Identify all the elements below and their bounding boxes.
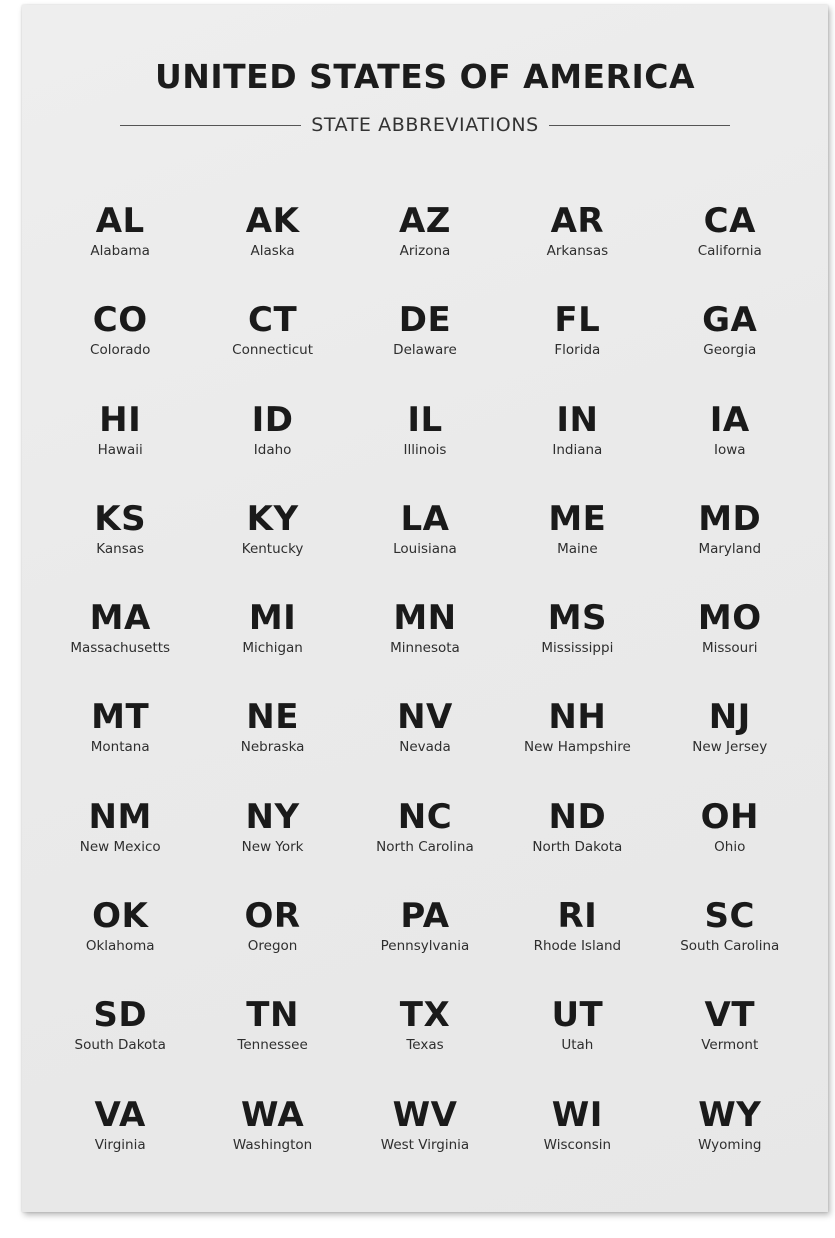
state-name: Massachusetts [70,640,171,657]
state-cell [44,598,196,697]
left-divider [120,125,301,126]
state-name: Maryland [698,540,762,557]
state-name: Oklahoma [85,938,155,955]
state-name: Pennsylvania [380,938,470,955]
state-abbreviation: DE [398,300,452,341]
state-abbreviation: IN [556,399,599,440]
state-name: Vermont [701,1037,759,1054]
state-name: Texas [406,1037,444,1054]
state-abbreviation: NH [548,697,607,738]
state-name: Colorado [90,342,151,359]
state-name: Nevada [399,739,451,756]
state-abbreviation: LA [400,498,450,539]
state-name: Tennessee [237,1037,308,1054]
state-abbreviation: AZ [398,201,451,241]
state-cell [654,797,806,896]
state-name: Nebraska [240,739,305,756]
state-abbreviation: ND [548,796,607,837]
state-cell [349,1095,501,1194]
state-abbreviation: MI [248,598,297,639]
state-name: Michigan [242,640,303,657]
state-abbreviation: ME [548,498,607,539]
state-name: Iowa [713,441,746,458]
state-abbreviation: MS [547,598,608,639]
state-abbreviation: HI [99,399,142,440]
state-name: Wisconsin [543,1136,612,1153]
state-abbreviation: GA [702,300,758,341]
state-abbreviation: NC [397,796,453,837]
state-cell [196,201,348,300]
state-cell [196,1095,348,1194]
state-name: North Dakota [532,838,623,855]
state-abbreviation: VT [704,995,756,1036]
state-cell [501,201,653,300]
state-abbreviation: ID [251,399,294,440]
state-cell [501,896,653,995]
state-name: South Carolina [680,938,780,955]
state-cell [44,896,196,995]
state-cell [196,400,348,499]
poster-subtitle: STATE ABBREVIATIONS [311,114,539,136]
state-abbreviation: WY [698,1094,762,1135]
state-name: Connecticut [232,342,313,359]
state-cell [44,499,196,598]
state-cell [196,499,348,598]
state-abbreviation: CT [248,300,298,341]
state-cell [349,896,501,995]
state-name: Mississippi [541,640,614,657]
state-abbreviation: MN [393,598,457,639]
state-cell [349,697,501,796]
state-name: Idaho [253,441,292,458]
state-name: South Dakota [74,1037,166,1054]
state-cell [501,797,653,896]
state-cell [44,1095,196,1194]
state-cell [501,995,653,1094]
state-cell [196,697,348,796]
state-cell [44,697,196,796]
state-abbreviation: NE [246,697,299,738]
state-cell [196,300,348,399]
state-cell [349,598,501,697]
state-name: Kentucky [241,540,304,557]
state-abbreviation: WI [551,1094,603,1135]
state-name: New York [241,838,304,855]
state-name: Virginia [94,1136,146,1153]
state-name: Ohio [714,838,746,855]
state-cell [44,797,196,896]
state-name: Alaska [250,243,295,259]
state-abbreviation: SD [93,995,148,1036]
state-cell [654,598,806,697]
state-cell [349,797,501,896]
state-name: Missouri [701,640,758,657]
state-abbreviation: OK [92,896,149,937]
state-name: Washington [232,1136,313,1153]
state-abbreviation: TN [246,995,299,1036]
state-abbreviation: KS [94,498,147,539]
state-name: Louisiana [393,540,457,557]
state-cell [654,400,806,499]
state-abbreviation: CO [92,300,148,341]
state-name: California [697,243,762,259]
state-cell [654,697,806,796]
state-cell [196,995,348,1094]
state-name: Florida [554,342,601,359]
state-name: New Jersey [692,739,768,756]
state-abbreviation: OR [244,896,301,937]
state-name: Hawaii [97,441,143,458]
state-cell [349,400,501,499]
state-cell [349,201,501,300]
state-cell [654,995,806,1094]
state-abbreviation: TX [399,995,451,1036]
state-cell [501,400,653,499]
state-cell [349,995,501,1094]
state-grid [44,201,806,1194]
state-cell [44,300,196,399]
state-name: Montana [90,739,150,756]
state-name: North Carolina [376,838,474,855]
state-abbreviation: MD [698,498,762,539]
state-abbreviation: MT [91,697,150,738]
state-cell [501,300,653,399]
state-abbreviation: MA [89,598,151,639]
state-name: Kansas [96,540,145,557]
state-abbreviation: CA [703,201,756,241]
state-cell [44,995,196,1094]
state-abbreviation: NY [245,796,300,837]
state-cell [654,1095,806,1194]
state-name: Arizona [399,243,451,259]
subtitle-row [120,111,730,139]
state-name: Alabama [90,243,150,259]
state-cell [44,201,196,300]
state-name: Utah [561,1037,594,1054]
state-cell [654,201,806,300]
state-name: Maine [557,540,598,557]
state-name: Arkansas [546,243,609,259]
state-cell [44,400,196,499]
state-abbreviation: UT [551,995,604,1036]
state-cell [196,797,348,896]
state-cell [501,1095,653,1194]
state-cell [501,499,653,598]
state-cell [196,896,348,995]
state-abbreviation: RI [557,896,598,937]
state-name: Oregon [247,938,298,955]
state-cell [349,300,501,399]
state-cell [501,598,653,697]
state-abbreviation: NV [397,697,453,738]
state-name: New Hampshire [523,739,631,756]
state-name: Rhode Island [533,938,622,955]
state-name: Georgia [703,342,757,359]
state-cell [349,499,501,598]
poster-title: UNITED STATES OF AMERICA [154,57,696,96]
state-abbreviation: AL [95,201,145,241]
state-abbreviation: WA [240,1094,305,1135]
state-abbreviation: PA [400,896,450,937]
state-abbreviation: IL [407,399,443,440]
state-abbreviation: FL [554,300,601,341]
state-cell [501,697,653,796]
state-abbreviation: NM [88,796,152,837]
poster [22,5,828,1212]
state-name: Wyoming [698,1136,762,1153]
state-cell [654,896,806,995]
state-abbreviation: IA [709,399,750,440]
state-abbreviation: AK [245,201,300,241]
state-abbreviation: AR [550,201,605,241]
right-divider [549,125,730,126]
state-name: Delaware [393,342,457,359]
state-name: Illinois [403,441,447,458]
state-abbreviation: WV [392,1094,458,1135]
state-name: West Virginia [380,1136,470,1153]
state-name: Indiana [552,441,603,458]
state-name: New Mexico [79,838,161,855]
state-abbreviation: KY [246,498,299,539]
state-abbreviation: OH [700,796,759,837]
state-abbreviation: VA [94,1094,146,1135]
state-abbreviation: NJ [708,697,751,738]
state-cell [654,499,806,598]
state-abbreviation: SC [704,896,755,937]
state-abbreviation: MO [697,598,762,639]
state-name: Minnesota [390,640,460,657]
state-cell [196,598,348,697]
state-cell [654,300,806,399]
